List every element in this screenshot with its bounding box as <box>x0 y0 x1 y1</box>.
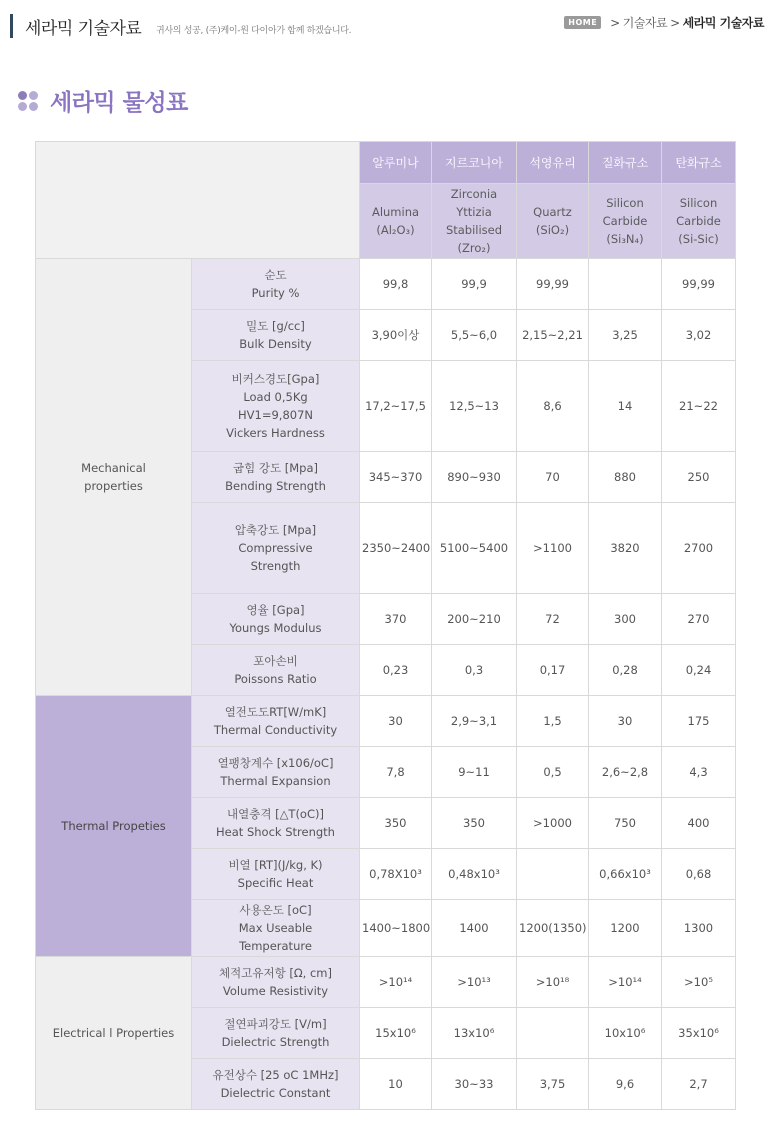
property-value: 35x10⁶ <box>662 1008 736 1059</box>
property-value: 400 <box>662 798 736 849</box>
property-value: 3,75 <box>517 1059 589 1110</box>
property-label-line: 열팽창계수 [x106/oC] <box>217 756 334 770</box>
property-value: 13x10⁶ <box>432 1008 517 1059</box>
property-value: 0,66x10³ <box>589 849 662 900</box>
property-label-line: Youngs Modulus <box>229 621 322 635</box>
property-label-line: 비열 [RT](J/kg, K) <box>228 858 323 872</box>
property-value: 270 <box>662 594 736 645</box>
property-value: 70 <box>517 452 589 503</box>
material-name-en <box>589 184 662 259</box>
property-label <box>192 503 360 594</box>
property-label-line: Dielectric Constant <box>220 1086 331 1100</box>
material-name-en-line: Stabilised <box>445 223 503 237</box>
material-name-ko: 알루미나 <box>360 142 432 184</box>
property-value: 1400~1800 <box>360 900 432 957</box>
section-title: 세라믹 물성표 <box>50 90 188 116</box>
property-value: 0,28 <box>589 645 662 696</box>
breadcrumb-current: 세라믹 기술자료 <box>682 16 764 30</box>
property-label-line: HV1=9,807N <box>238 408 313 422</box>
property-value <box>517 1008 589 1059</box>
property-label-line: 영율 [Gpa] <box>246 603 305 617</box>
property-label-line: Max Useable <box>238 921 313 935</box>
material-name-en-line: Zirconia <box>450 187 498 201</box>
breadcrumb-separator: > <box>610 15 620 30</box>
material-ko-row <box>36 142 736 184</box>
property-label-line: Load 0,5Kg <box>243 390 308 404</box>
material-name-en-line: (Si-Sic) <box>678 232 719 246</box>
property-label <box>192 594 360 645</box>
property-value: 2,15~2,21 <box>517 310 589 361</box>
property-label <box>192 849 360 900</box>
property-value: 0,17 <box>517 645 589 696</box>
property-value: >1000 <box>517 798 589 849</box>
property-label-line: 체적고유저항 [Ω, cm] <box>219 966 332 980</box>
property-label-line: Vickers Hardness <box>226 426 325 440</box>
property-value: 0,24 <box>662 645 736 696</box>
material-name-ko: 석영유리 <box>517 142 589 184</box>
property-value: 2700 <box>662 503 736 594</box>
table-corner <box>36 142 360 259</box>
property-value: 99,99 <box>662 259 736 310</box>
property-value: 15x10⁶ <box>360 1008 432 1059</box>
property-label-line: 밀도 [g/cc] <box>246 319 305 333</box>
breadcrumb-separator: > <box>670 15 680 30</box>
property-value <box>589 259 662 310</box>
property-label-line: Thermal Expansion <box>220 774 331 788</box>
property-label-line: 압축강도 [Mpa] <box>234 523 317 537</box>
property-value: 0,3 <box>432 645 517 696</box>
property-label-line: 열전도도RT[W/mK] <box>224 705 327 719</box>
property-value: >10¹⁸ <box>517 957 589 1008</box>
property-label-line: Dielectric Strength <box>221 1035 330 1049</box>
material-name-en-line: (SiO₂) <box>535 223 570 237</box>
material-name-en <box>517 184 589 259</box>
property-value: 345~370 <box>360 452 432 503</box>
property-value: 1200(1350) <box>517 900 589 957</box>
page-title: 세라믹 기술자료 <box>25 19 142 39</box>
property-value: 1200 <box>589 900 662 957</box>
material-name-en-line: Silicon <box>606 196 644 210</box>
property-label-line: Bending Strength <box>225 479 326 493</box>
material-name-en-line: Carbide <box>602 214 648 228</box>
material-name-en-line: (Si₃N₄) <box>606 232 644 246</box>
property-value: 0,48x10³ <box>432 849 517 900</box>
property-label-line: Heat Shock Strength <box>216 825 335 839</box>
breadcrumb <box>564 14 764 31</box>
property-value: 1,5 <box>517 696 589 747</box>
property-label <box>192 1008 360 1059</box>
property-value: 14 <box>589 361 662 452</box>
property-value: 250 <box>662 452 736 503</box>
property-group-label: Thermal Propeties <box>36 696 192 957</box>
property-value: 5100~5400 <box>432 503 517 594</box>
material-name-en <box>360 184 432 259</box>
property-value: 880 <box>589 452 662 503</box>
property-group-label: Electrical l Properties <box>36 957 192 1110</box>
property-value: 10x10⁶ <box>589 1008 662 1059</box>
material-name-en-line: Silicon <box>679 196 718 210</box>
property-label-line: 포아손비 <box>253 654 298 668</box>
property-label-line: 절연파괴강도 [V/m] <box>224 1017 327 1031</box>
property-label-line: Bulk Density <box>239 337 312 351</box>
property-value: 30 <box>589 696 662 747</box>
property-label-line: 비커스경도[Gpa] <box>231 372 320 386</box>
property-value: 1400 <box>432 900 517 957</box>
property-value: 3,25 <box>589 310 662 361</box>
title-accent-bar <box>10 14 13 38</box>
property-label <box>192 310 360 361</box>
property-value <box>517 849 589 900</box>
material-name-en-line: Yttizia <box>456 205 492 219</box>
property-label-line: 유전상수 [25 oC 1MHz] <box>212 1068 339 1082</box>
ceramic-properties-table <box>35 141 736 1110</box>
property-value: 17,2~17,5 <box>360 361 432 452</box>
property-value: 2350~2400 <box>360 503 432 594</box>
property-label-line: Specific Heat <box>237 876 314 890</box>
property-value: 2,7 <box>662 1059 736 1110</box>
property-value: 30~33 <box>432 1059 517 1110</box>
property-value: 350 <box>360 798 432 849</box>
property-value: 2,9~3,1 <box>432 696 517 747</box>
property-value: 175 <box>662 696 736 747</box>
table-row <box>36 696 736 747</box>
property-label-line: Thermal Conductivity <box>213 723 338 737</box>
property-label-line: Compressive <box>238 541 313 555</box>
property-value: 9~11 <box>432 747 517 798</box>
property-value: >10¹⁴ <box>589 957 662 1008</box>
property-value: 99,8 <box>360 259 432 310</box>
property-value: 99,99 <box>517 259 589 310</box>
material-name-en <box>662 184 736 259</box>
property-label <box>192 798 360 849</box>
property-label <box>192 645 360 696</box>
property-label-line: Poissons Ratio <box>234 672 317 686</box>
property-value: >10¹³ <box>432 957 517 1008</box>
property-label-line: 굽힘 강도 [Mpa] <box>233 461 318 475</box>
property-label <box>192 696 360 747</box>
property-value: 890~930 <box>432 452 517 503</box>
property-value: 1300 <box>662 900 736 957</box>
property-value: 5,5~6,0 <box>432 310 517 361</box>
material-name-ko: 질화규소 <box>589 142 662 184</box>
material-name-en-line: Carbide <box>676 214 721 228</box>
property-label <box>192 259 360 310</box>
property-value: 0,68 <box>662 849 736 900</box>
property-value: 21~22 <box>662 361 736 452</box>
property-value: 2,6~2,8 <box>589 747 662 798</box>
property-label-line: Strength <box>250 559 301 573</box>
home-link[interactable]: HOME <box>564 16 601 29</box>
property-value: 3,90이상 <box>360 310 432 361</box>
material-name-en-line: (Al₂O₃) <box>376 223 415 237</box>
page-subtitle: 귀사의 성공, (주)케이-원 다이아가 함께 하겠습니다. <box>156 26 352 36</box>
breadcrumb-parent-link[interactable]: 기술자료 <box>622 16 668 30</box>
material-name-en-line: (Zro₂) <box>457 241 491 255</box>
property-label-line: 사용온도 [oC] <box>239 903 312 917</box>
property-value: 350 <box>432 798 517 849</box>
property-label <box>192 900 360 957</box>
property-label-line: 순도 <box>264 268 287 282</box>
property-label <box>192 747 360 798</box>
property-value: >1100 <box>517 503 589 594</box>
property-value: 3820 <box>589 503 662 594</box>
property-value: 7,8 <box>360 747 432 798</box>
property-label-line: Volume Resistivity <box>222 984 329 998</box>
property-group-label: Mechanical properties <box>36 259 192 696</box>
property-value: 0,5 <box>517 747 589 798</box>
table-row <box>36 957 736 1008</box>
property-label <box>192 452 360 503</box>
material-name-en <box>432 184 517 259</box>
property-value: 4,3 <box>662 747 736 798</box>
property-value: 0,23 <box>360 645 432 696</box>
property-value: 3,02 <box>662 310 736 361</box>
property-value: 10 <box>360 1059 432 1110</box>
property-label-line: Purity % <box>251 286 300 300</box>
property-value: 0,78X10³ <box>360 849 432 900</box>
property-value: 30 <box>360 696 432 747</box>
property-label <box>192 1059 360 1110</box>
section-header <box>18 84 188 117</box>
material-name-ko: 지르코니아 <box>432 142 517 184</box>
property-value: 12,5~13 <box>432 361 517 452</box>
material-name-en-line: Alumina <box>371 205 420 219</box>
property-value: 72 <box>517 594 589 645</box>
property-value: 8,6 <box>517 361 589 452</box>
property-value: 200~210 <box>432 594 517 645</box>
material-name-en-line: Quartz <box>533 205 572 219</box>
property-label <box>192 361 360 452</box>
property-label <box>192 957 360 1008</box>
top-bar <box>0 0 775 46</box>
property-value: >10¹⁴ <box>360 957 432 1008</box>
table-row <box>36 259 736 310</box>
property-value: 9,6 <box>589 1059 662 1110</box>
property-value: 300 <box>589 594 662 645</box>
property-value: >10⁵ <box>662 957 736 1008</box>
property-value: 370 <box>360 594 432 645</box>
property-value: 750 <box>589 798 662 849</box>
bullet-dots-icon <box>18 91 38 111</box>
property-label-line: Temperature <box>239 939 312 953</box>
property-value: 99,9 <box>432 259 517 310</box>
material-name-ko: 탄화규소 <box>662 142 736 184</box>
property-label-line: 내열충격 [△T(oC)] <box>227 807 324 821</box>
